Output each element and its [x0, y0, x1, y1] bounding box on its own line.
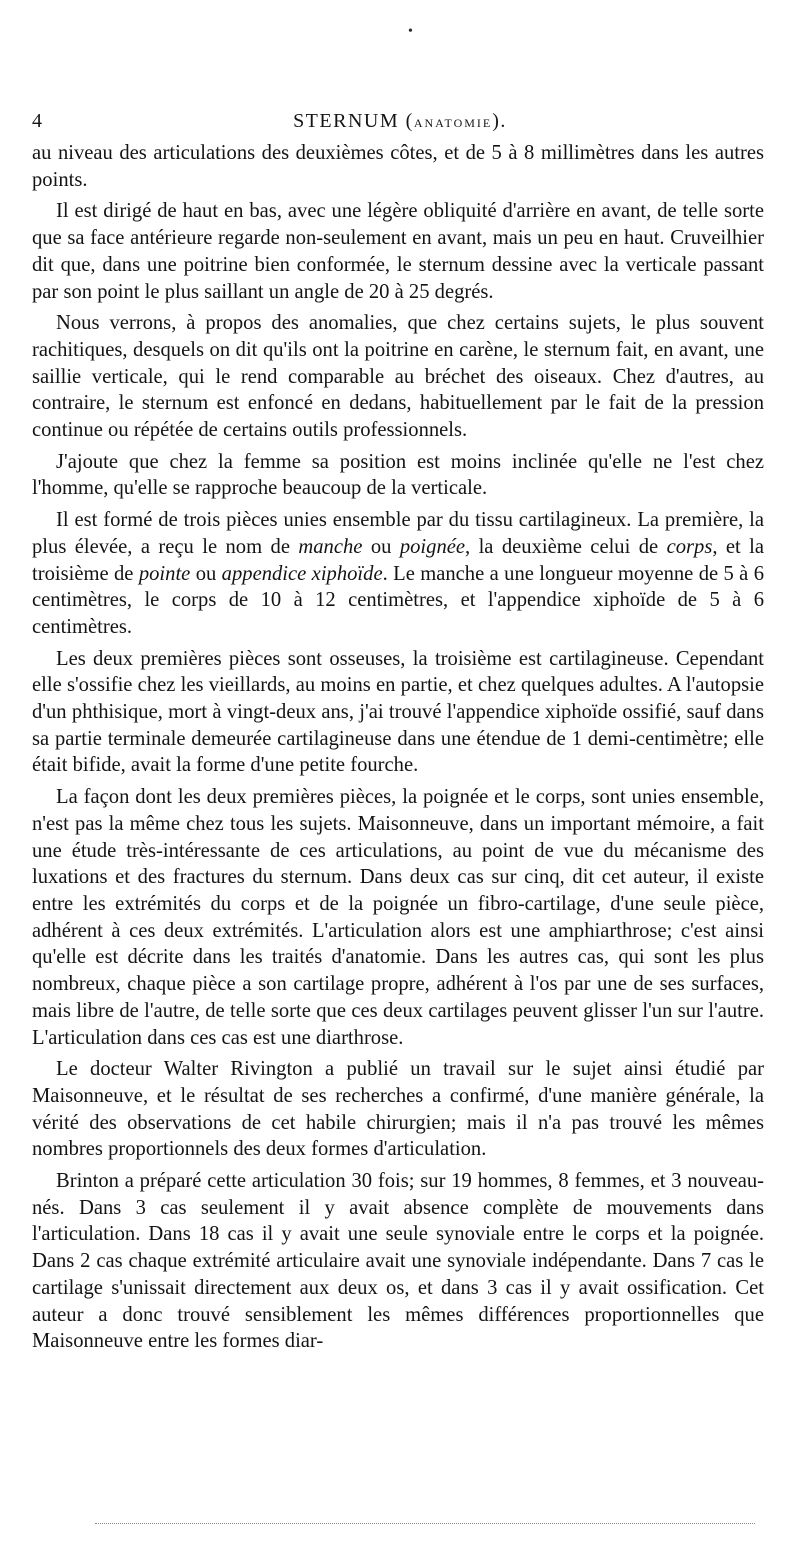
body-text — [32, 140, 764, 1355]
paragraph-5-text-5: ou — [190, 562, 222, 585]
term-poignee: poignée — [399, 535, 466, 558]
term-corps: corps — [666, 535, 713, 558]
term-pointe: pointe — [138, 562, 191, 585]
top-mark: • — [408, 24, 413, 39]
paragraph-4: J'ajoute que chez la femme sa position est moins inclinée qu'elle ne l'est chez l'homme, qu'elle se rapproche beaucoup de la verticale. — [32, 450, 764, 500]
page-header — [32, 106, 768, 136]
footer-rule — [95, 1523, 755, 1524]
paragraph-8: Le docteur Walter Rivington a publié un travail sur le sujet ainsi étudié par Maisonneuve, et le résultat de ses recherches a confirmé, d'une manière générale, la vérité des observations de cet habile chirurgien; mais il n'a pas trouvé les mêmes nombres proportionnels des deux formes d'articulation. — [32, 1058, 764, 1161]
paragraph-6: Les deux premières pièces sont osseuses, la troisième est cartilagineuse. Cependant elle s'ossifie chez les vieillards, au moins en partie, et chez quelques adultes. A l'autopsie d'un phthisique, mort à vingt-deux ans, j'ai trouvé l'appendice xiphoïde ossifié, sauf dans sa partie terminale demeurée cartilagineuse dans une étendue de 1 demi-centimètre; elle était bifide, avait la forme d'une petite fourche. — [32, 647, 764, 777]
paragraph-7: La façon dont les deux premières pièces, la poignée et le corps, sont unies ensemble, n'est pas la même chez tous les sujets. Maisonneuve, dans un important mémoire, a fait une étude très-intéressante de ces articulations, au point de vue du mécanisme des luxations et des fractures du sternum. Dans deux cas sur cinq, dit cet auteur, il existe entre les extrémités du corps et de la poignée un fibro-cartilage, d'une seule pièce, adhérent à ces deux extrémités. L'articulation alors est une amphiarthrose; c'est ainsi qu'elle est décrite dans les traités d'anatomie. Dans les autres cas, qui sont les plus nombreux, chaque pièce a son cartilage propre, adhérent à l'os par une de ses surfaces, mais libre de l'autre, de telle sorte que ces deux cartilages peuvent glisser l'un sur l'autre. L'articulation dans ces cas est une diarthrose. — [32, 786, 764, 1049]
paragraph-5-text-3: , la deuxième celui de — [465, 535, 667, 558]
paragraph-1: au niveau des articulations des deuxièmes côtes, et de 5 à 8 millimètres dans les autres points. — [32, 142, 764, 191]
paragraph-3: Nous verrons, à propos des anomalies, que chez certains sujets, le plus souvent rachitiques, desquels on dit qu'ils ont la poitrine en carène, le sternum fait, en avant, une saillie verticale, qui le rend comparable au bréchet des oiseaux. Chez d'autres, au contraire, le sternum est enfoncé en dedans, habituellement par le fait de la pression continue ou répétée de certains outils professionnels. — [32, 312, 764, 442]
paragraph-5-text-6: . Le manche a une longueur moyenne de 5 à 6 centimètres, le corps de 10 à 12 centimètres, et l'appendice xiphoïde de 5 à 6 centimètres. — [32, 562, 764, 638]
paragraph-5-text-4: , et la troisième de — [32, 535, 765, 585]
paragraph-5-text-1: Il est formé de trois pièces unies ensemble par du tissu cartilagineux. La première, la plus élevée, a reçu le nom de — [32, 509, 764, 558]
term-manche: manche — [298, 535, 363, 558]
running-head-title: STERNUM — [293, 110, 400, 132]
running-head: STERNUM (ANATOMIE). — [293, 110, 507, 132]
running-head-subtitle: ANATOMIE — [413, 116, 493, 130]
paragraph-5 — [32, 507, 764, 641]
paragraph-9: Brinton a préparé cette articulation 30 fois; sur 19 hommes, 8 femmes, et 3 nouveau-nés. Dans 3 cas seulement il y avait absence complète de mouvements dans l'articulation. Dans 18 cas il y avait une seule synoviale entre le corps et la poignée. Dans 2 cas chaque extrémité articulaire avait une synoviale indépendante. Dans 7 cas le cartilage s'unissait directement aux deux os, et dans 3 cas il y avait ossification. Cet auteur a donc trouvé sensiblement les mêmes différences proportionnelles que Maisonneuve entre les formes diar- — [32, 1170, 764, 1353]
paragraph-5-text-2: ou — [362, 535, 400, 558]
paragraph-2: Il est dirigé de haut en bas, avec une légère obliquité d'arrière en avant, de telle sorte que sa face antérieure regarde non-seulement en avant, mais un peu en haut. Cruveilhier dit que, dans une poitrine bien conformée, le sternum dessine avec la verticale passant par son point le plus saillant un angle de 20 à 25 degrés. — [32, 200, 764, 303]
page-number: 4 — [32, 110, 42, 132]
term-appendice-xiphoide: appendice xiphoïde — [221, 562, 383, 585]
